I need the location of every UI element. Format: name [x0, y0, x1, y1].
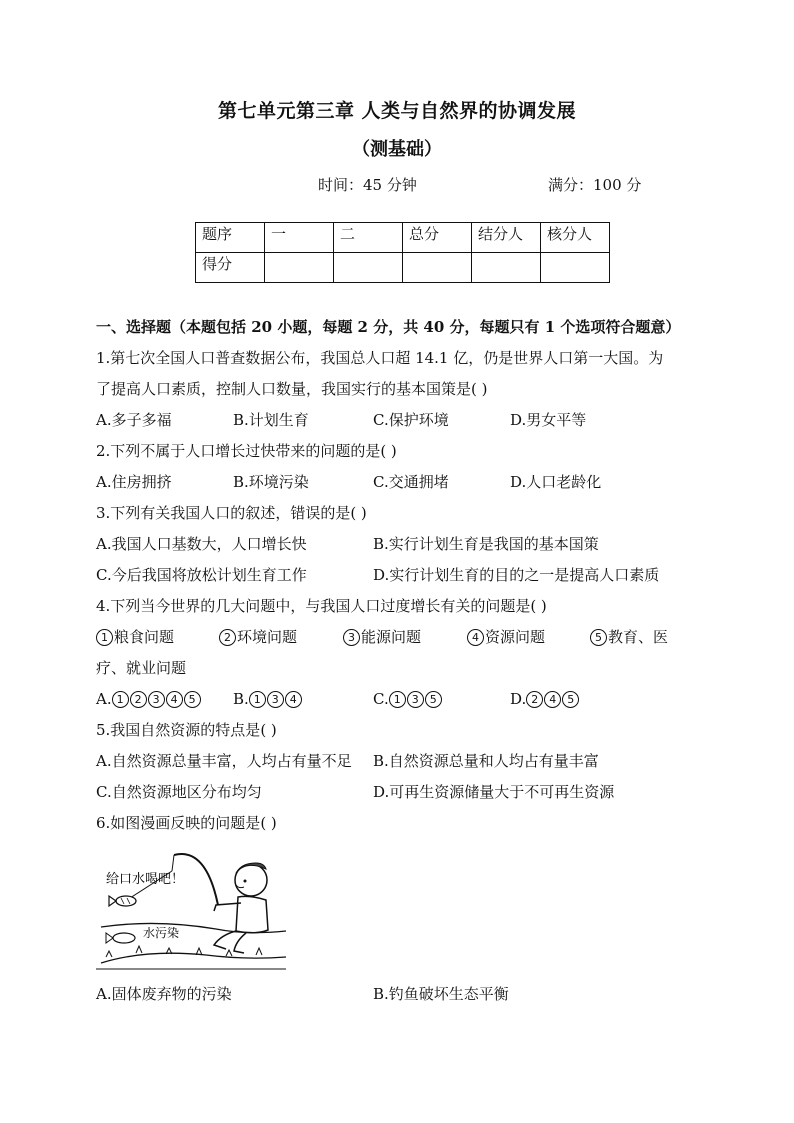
score-input-cell[interactable]	[403, 253, 472, 283]
q2-option-b[interactable]: B.环境污染	[233, 473, 309, 491]
dead-fish-icon	[113, 933, 135, 943]
score-table-cell: 核分人	[541, 223, 610, 253]
circled-number: 1	[249, 691, 266, 708]
q3-option-b[interactable]: B.实行计划生育是我国的基本国策	[373, 535, 599, 553]
circled-number: 2	[219, 629, 236, 646]
question-1-stem-line-1: 1.第七次全国人口普查数据公布，我国总人口超 14.1 亿，仍是世界人口第一大国。为	[96, 349, 664, 367]
q3-option-d[interactable]: D.实行计划生育的目的之一是提高人口素质	[373, 566, 660, 584]
circled-number: 1	[389, 691, 406, 708]
section-heading: 一、选择题（本题包括 20 小题，每题 2 分，共 40 分，每题只有 1 个选项符合题意）	[96, 318, 681, 336]
circled-number: 4	[285, 691, 302, 708]
score-input-cell[interactable]	[472, 253, 541, 283]
q4-item-5	[590, 627, 668, 647]
q4-item-text: 教育、医	[608, 628, 669, 646]
q1-option-d[interactable]: D.男女平等	[510, 411, 587, 429]
q2-option-d[interactable]: D.人口老龄化	[510, 473, 602, 491]
circled-number: 3	[407, 691, 424, 708]
q4-item-2	[219, 627, 297, 647]
q4-item-4	[467, 627, 545, 647]
question-4-stem: 4.下列当今世界的几大问题中，与我国人口过度增长有关的问题是( )	[96, 597, 547, 615]
question-3-stem: 3.下列有关我国人口的叙述，错误的是( )	[96, 504, 367, 522]
exam-full-score: 满分：100 分	[548, 176, 642, 194]
circled-number: 1	[112, 691, 129, 708]
circled-number: 3	[148, 691, 165, 708]
q4-item-5-continuation: 疗、就业问题	[96, 659, 187, 677]
q2-option-c[interactable]: C.交通拥堵	[373, 473, 449, 491]
q4-option-c[interactable]	[373, 689, 443, 709]
option-letter: B.	[233, 690, 249, 708]
q4-item-text: 资源问题	[485, 628, 546, 646]
q5-option-b[interactable]: B.自然资源总量和人均占有量丰富	[373, 752, 599, 770]
q4-option-a[interactable]	[96, 689, 202, 709]
q6-option-b[interactable]: B.钓鱼破坏生态平衡	[373, 985, 509, 1003]
q5-option-d[interactable]: D.可再生资源储量大于不可再生资源	[373, 783, 615, 801]
q4-item-1	[96, 627, 174, 647]
q1-option-b[interactable]: B.计划生育	[233, 411, 309, 429]
fishing-cartoon-illustration	[96, 845, 286, 970]
circled-number: 1	[96, 629, 113, 646]
fish-icon	[116, 896, 136, 906]
option-letter: D.	[510, 690, 527, 708]
circled-number: 4	[544, 691, 561, 708]
score-table-cell: 二	[334, 223, 403, 253]
q3-option-c[interactable]: C.今后我国将放松计划生育工作	[96, 566, 307, 584]
score-input-cell[interactable]	[334, 253, 403, 283]
q2-option-a[interactable]: A.住房拥挤	[96, 473, 172, 491]
q4-item-text: 粮食问题	[114, 628, 175, 646]
question-1-stem-line-2: 了提高人口素质，控制人口数量，我国实行的基本国策是( )	[96, 380, 488, 398]
circled-number: 5	[184, 691, 201, 708]
q4-option-d[interactable]	[510, 689, 580, 709]
score-table-header-row	[196, 223, 610, 253]
boy-figure	[214, 863, 268, 953]
q3-option-a[interactable]: A.我国人口基数大，人口增长快	[96, 535, 307, 553]
circled-number: 2	[526, 691, 543, 708]
circled-number: 3	[267, 691, 284, 708]
exam-time: 时间：45 分钟	[318, 176, 417, 194]
score-table-cell: 题序	[196, 223, 265, 253]
option-letter: C.	[373, 690, 389, 708]
score-table	[195, 222, 610, 283]
score-input-cell[interactable]	[541, 253, 610, 283]
circled-number: 5	[425, 691, 442, 708]
page-title: 第七单元第三章 人类与自然界的协调发展	[217, 100, 577, 122]
q4-option-b[interactable]	[233, 689, 303, 709]
score-table-cell: 结分人	[472, 223, 541, 253]
q1-option-c[interactable]: C.保护环境	[373, 411, 449, 429]
circled-number: 5	[590, 629, 607, 646]
circled-number: 5	[562, 691, 579, 708]
question-6-stem: 6.如图漫画反映的问题是( )	[96, 814, 277, 832]
circled-number: 3	[343, 629, 360, 646]
q1-option-a[interactable]: A.多子多福	[96, 411, 172, 429]
q5-option-c[interactable]: C.自然资源地区分布均匀	[96, 783, 262, 801]
circled-number: 4	[166, 691, 183, 708]
score-table-cell: 得分	[196, 253, 265, 283]
score-table-score-row	[196, 253, 610, 283]
cartoon-water-label: 水污染	[143, 926, 180, 940]
page-subtitle: （测基础）	[352, 139, 442, 160]
q4-item-3	[343, 627, 421, 647]
q5-option-a[interactable]: A.自然资源总量丰富，人均占有量不足	[96, 752, 352, 770]
option-letter: A.	[96, 690, 112, 708]
question-2-stem: 2.下列不属于人口增长过快带来的问题的是( )	[96, 442, 397, 460]
score-input-cell[interactable]	[265, 253, 334, 283]
question-5-stem: 5.我国自然资源的特点是( )	[96, 721, 277, 739]
cartoon-speech-text: 给口水喝吧！	[106, 872, 185, 887]
circled-number: 2	[130, 691, 147, 708]
q6-option-a[interactable]: A.固体废弃物的污染	[96, 985, 232, 1003]
q4-item-text: 环境问题	[237, 628, 298, 646]
circled-number: 4	[467, 629, 484, 646]
score-table-cell: 总分	[403, 223, 472, 253]
score-table-cell: 一	[265, 223, 334, 253]
q4-item-text: 能源问题	[361, 628, 422, 646]
